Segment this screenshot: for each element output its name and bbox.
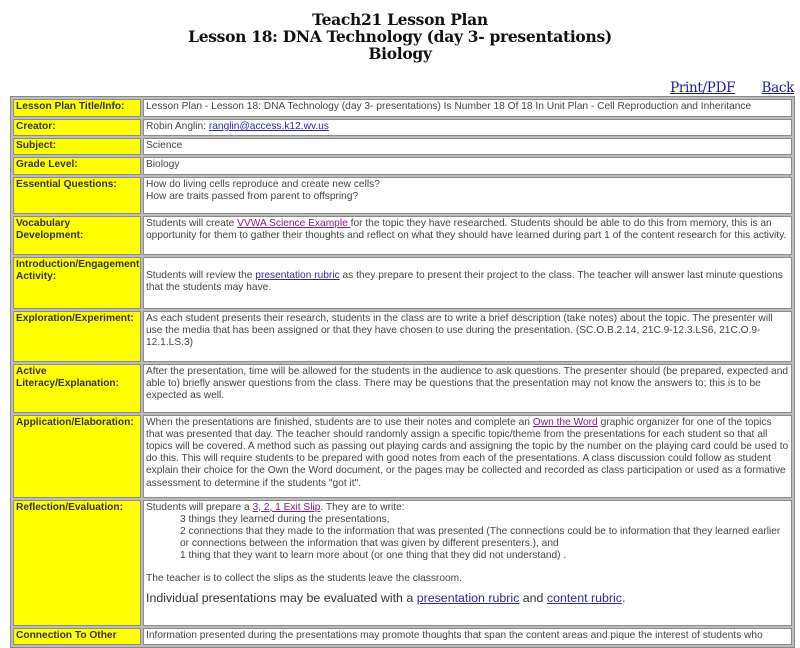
row-label: Vocabulary Development: (13, 216, 141, 255)
spacer (146, 563, 789, 573)
row-label: Active Literacy/Explanation: (13, 364, 141, 413)
back-link[interactable]: Back (761, 80, 794, 96)
lesson-title: Lesson 18: DNA Technology (day 3- presentations) (188, 27, 612, 46)
text: Students will prepare a (146, 501, 253, 513)
row-vocabulary-development (13, 216, 792, 255)
row-reflection-evaluation (13, 500, 792, 626)
row-grade-level (13, 157, 792, 174)
row-creator (13, 119, 792, 136)
content-rubric-link[interactable]: content rubric (546, 590, 622, 605)
text: and (519, 590, 547, 605)
print-pdf-link[interactable]: Print/PDF (670, 80, 736, 96)
presentation-rubric-link[interactable]: presentation rubric (255, 269, 340, 281)
row-value: After the presentation, time will be allowed for the students in the audience to ask questions. The presenter should (be prepared, expected and able to) briefly answer questions from the class. There may be questions that the presentation may not know the answers to; this is to be expected as well. (143, 364, 792, 413)
creator-email-link[interactable]: ranglin@access.k12.wv.us (208, 121, 329, 132)
row-label: Application/Elaboration: (13, 415, 141, 498)
lesson-plan-table (10, 96, 795, 648)
row-value: Science (143, 138, 792, 155)
page-header (0, 0, 800, 62)
text: graphic organizer for one of the topics that was presented that day. The teacher should randomly assign a specific topic/theme from the presentations for each student so that all topics will be covered. A method such as passing out playing cards and assigning the topic by the number on the playing card could be used to do this. This will require students to be prepared with good notes from each of the presentations. A class discussion could follow as student explain their choice for the Own the Word document, or the pages may be collected and recorded as class participation or used as a formative assessment to determine if the students "got it". (146, 416, 789, 489)
reflection-item-3: 1 thing that they want to learn more about (or one thing that they did not understand) . (180, 550, 567, 562)
top-links (648, 80, 794, 96)
reflection-evaluation-note (146, 591, 789, 606)
text: Individual presentations may be evaluated with a (146, 590, 417, 605)
essential-question-1: How do living cells reproduce and create new cells? (146, 178, 380, 190)
row-label: Subject: (13, 138, 141, 155)
reflection-item-2: 2 connections that they made to the information that was presented (The connections could be to information that they learned earlier or connections between the information that was given by different presenters.), and (180, 526, 781, 550)
vvwa-science-example-link[interactable]: VVWA Science Example (237, 217, 351, 229)
row-value: As each student presents their research, students in the class are to write a brief description (take notes) about the topic. The presenter will use the media that has been assigned or that they have chosen to use during the presentation. (SC.O.B.2.14, 21C.9-12.3.LS6, 21C.O.9-12.1.LS.3) (143, 311, 792, 362)
row-active-literacy (13, 364, 792, 413)
row-introduction-engagement (13, 257, 792, 309)
row-label: Creator: (13, 119, 141, 136)
row-title-info (13, 99, 792, 117)
text: as they prepare to present their project to the class. The teacher will answer last minute questions that the students may have. (146, 269, 783, 294)
row-label: Connection To Other (13, 628, 141, 645)
row-label: Introduction/Engagement Activity: (13, 257, 141, 309)
text: . They are to write: (320, 501, 405, 513)
row-application-elaboration (13, 415, 792, 498)
row-label: Lesson Plan Title/Info: (13, 99, 141, 117)
reflection-item-1: 3 things they learned during the presentations, (180, 513, 390, 525)
row-value: Information presented during the presentations may promote thoughts that span the content areas and pique the interest of students who (143, 628, 792, 645)
row-value (143, 415, 792, 498)
row-value (143, 257, 792, 309)
subject-title: Biology (368, 44, 432, 63)
text: . (621, 590, 626, 605)
row-value (143, 119, 792, 136)
row-essential-questions (13, 177, 792, 214)
row-label: Essential Questions: (13, 177, 141, 214)
row-label: Reflection/Evaluation: (13, 500, 141, 626)
row-value (143, 177, 792, 214)
text: Students will review the (146, 269, 256, 281)
row-label: Exploration/Experiment: (13, 311, 141, 362)
row-value (143, 500, 792, 626)
text: for the topic they have researched. Students should be able to do this from memory, this is an opportunity for them to gather their thoughts and reflect on what they should have learned during part 1 of the content research for this activity. (146, 217, 787, 241)
row-label: Grade Level: (13, 157, 141, 174)
own-the-word-link[interactable]: Own the Word (532, 416, 598, 428)
text: When the presentations are finished, students are to use their notes and complete an (146, 416, 533, 428)
presentation-rubric-link-2[interactable]: presentation rubric (416, 590, 520, 605)
text: Students will create (146, 217, 238, 229)
row-connection-to-other (13, 628, 792, 645)
row-value (143, 216, 792, 255)
site-title: Teach21 Lesson Plan (312, 10, 488, 29)
row-subject (13, 138, 792, 155)
reflection-collect: The teacher is to collect the slips as the students leave the classroom. (146, 572, 462, 584)
row-value: Biology (143, 157, 792, 174)
essential-question-2: How are traits passed from parent to offspring? (146, 190, 359, 202)
reflection-intro (146, 502, 789, 514)
row-exploration-experiment (13, 311, 792, 362)
creator-name: Robin Anglin: (146, 121, 209, 132)
row-value: Lesson Plan - Lesson 18: DNA Technology (day 3- presentations) Is Number 18 Of 18 In Unit Plan - Cell Reproduction and Inheritance (143, 99, 792, 117)
exit-slip-link[interactable]: 3, 2, 1 Exit Slip (252, 501, 321, 513)
